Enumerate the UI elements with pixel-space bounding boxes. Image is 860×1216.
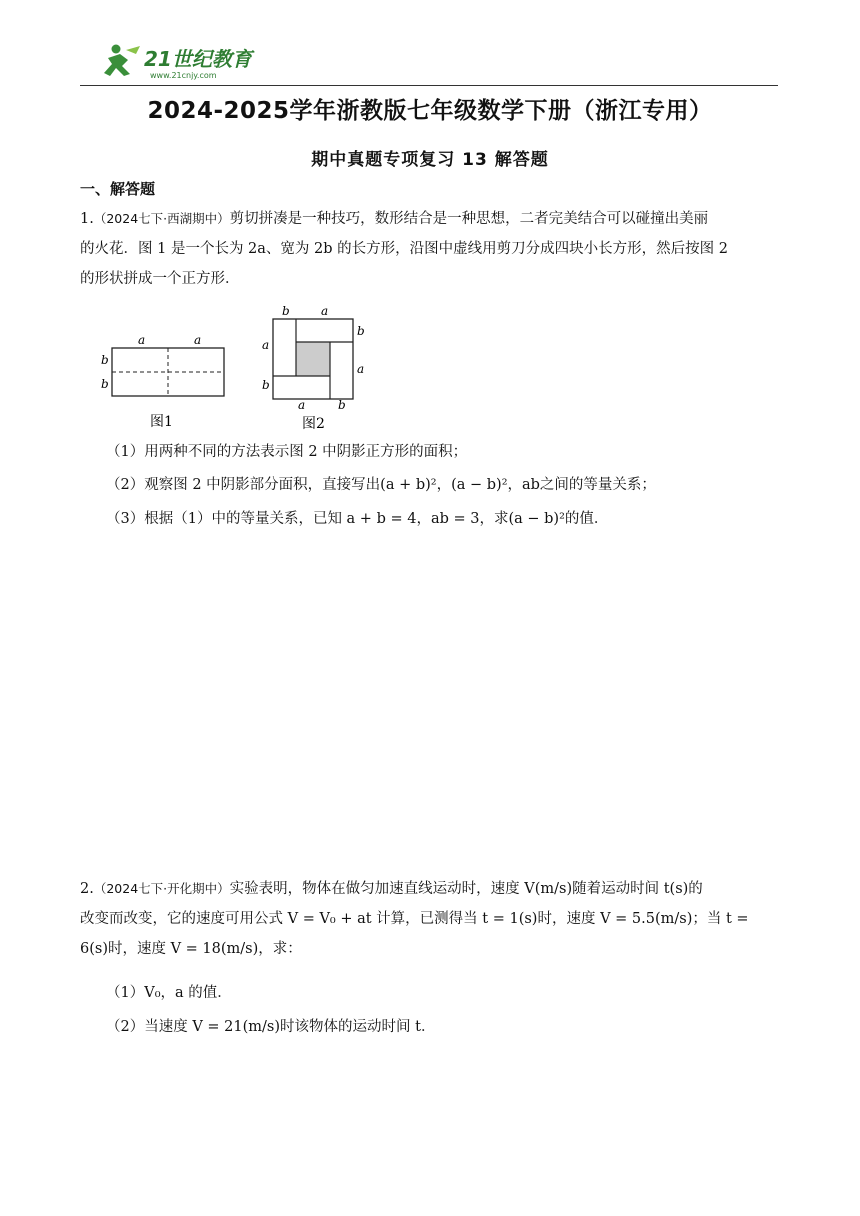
figure-label: b [338, 398, 346, 412]
figure-label: a [262, 338, 270, 352]
question-2-part-2: （2）当速度 V = 21(m/s)时该物体的运动时间 t． [106, 1019, 436, 1035]
question-1-part-3: （3）根据（1）中的等量关系，已知 a + b = 4，ab = 3，求(a − b)²的值． [106, 511, 609, 527]
site-logo [100, 40, 270, 84]
question-line: 6(s)时，速度 V = 18(m/s)，求： [80, 941, 302, 957]
figure-caption: 图1 [150, 414, 173, 430]
question-1-part-2: （2）观察图 2 中阴影部分面积，直接写出(a + b)²，(a − b)²，ab之间的等量关系； [106, 477, 656, 493]
runner-icon [104, 45, 140, 77]
question-line: 的火花．图 1 是一个长为 2a、宽为 2b 的长方形，沿图中虚线用剪刀分成四块小长方形，然后按图 2 [80, 241, 728, 257]
question-line: 的形状拼成一个正方形． [80, 271, 240, 287]
section-heading: 一、解答题 [80, 180, 156, 198]
figure-label: a [357, 362, 365, 376]
figure-label: b [101, 353, 109, 367]
figure-label: a [298, 398, 306, 412]
figure-2 [258, 302, 373, 432]
logo-url-text: www.21cnjy.com [150, 71, 217, 80]
figure-label: a [194, 333, 202, 347]
question-number: 2. [80, 881, 94, 897]
figure-label: b [357, 324, 365, 338]
page-subtitle: 期中真题专项复习 13 解答题 [311, 150, 549, 170]
question-source: （2024七下·开化期中） [93, 881, 230, 896]
figure-label: b [101, 377, 109, 391]
question-1-part-1: （1）用两种不同的方法表示图 2 中阴影正方形的面积； [106, 444, 468, 460]
question-source: （2024七下·西湖期中） [93, 211, 230, 226]
question-2-part-1: （1）V₀，a 的值． [106, 985, 232, 1001]
figure-1 [96, 330, 236, 430]
header-divider [80, 85, 778, 86]
logo-brand-text: 21世纪教育 [144, 47, 252, 71]
question-1-text [80, 204, 780, 294]
figure-label: a [321, 304, 329, 318]
figure-label: a [138, 333, 146, 347]
figure-label: b [282, 304, 290, 318]
figure-caption: 图2 [302, 416, 325, 432]
figure-label: b [262, 378, 270, 392]
question-line: 实验表明，物体在做匀加速直线运动时，速度 V(m/s)随着运动时间 t(s)的 [229, 881, 703, 897]
page-title: 2024-2025学年浙教版七年级数学下册（浙江专用） [147, 98, 713, 124]
question-line: 改变而改变，它的速度可用公式 V = V₀ + at 计算，已测得当 t = 1(s)时，速度 V = 5.5(m/s)；当 t = [80, 911, 749, 927]
question-line: 剪切拼凑是一种技巧，数形结合是一种思想，二者完美结合可以碰撞出美丽 [229, 211, 709, 227]
question-2-text [80, 874, 780, 964]
question-number: 1. [80, 211, 94, 227]
